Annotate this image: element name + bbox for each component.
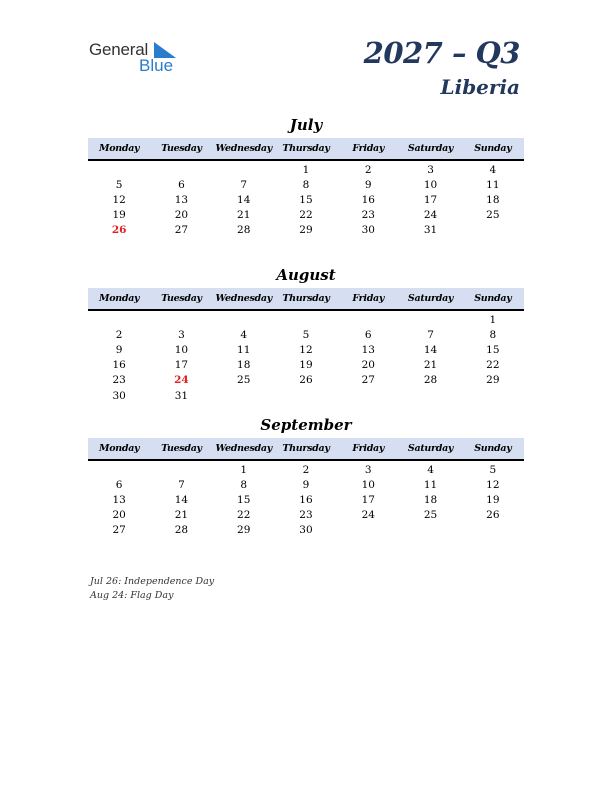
day-cell: 7: [427, 328, 434, 341]
day-cell: 14: [174, 493, 189, 506]
holiday-day-cell: 26: [111, 224, 127, 237]
day-cell: 8: [240, 478, 248, 491]
day-cell: 30: [361, 224, 375, 237]
holiday-note: Jul 26: Independence Day: [90, 576, 215, 587]
day-cell: 30: [112, 389, 126, 402]
week-row: [88, 192, 524, 207]
week-row: [88, 342, 524, 357]
logo: [89, 38, 189, 78]
day-cell: 22: [299, 209, 313, 222]
day-cell: 13: [174, 193, 189, 206]
weekday-label: Monday: [99, 293, 140, 304]
day-cell: 14: [237, 193, 251, 206]
day-cell: 12: [112, 193, 126, 206]
day-cell: 17: [174, 359, 189, 372]
weekday-label: Tuesday: [161, 443, 202, 454]
day-cell: 15: [237, 493, 251, 506]
weekday-label: Thursday: [282, 293, 330, 304]
weekday-label: Wednesday: [215, 443, 272, 454]
weekday-label: Saturday: [407, 443, 454, 454]
day-cell: 13: [112, 493, 126, 506]
day-cell: 6: [364, 328, 372, 341]
week-row: [88, 208, 524, 223]
day-cell: 23: [361, 209, 375, 222]
day-cell: 7: [178, 478, 185, 491]
day-cell: 8: [302, 178, 310, 191]
day-cell: 4: [427, 463, 434, 476]
week-row: [88, 373, 524, 388]
week-row: [88, 523, 524, 538]
day-cell: 16: [112, 359, 126, 372]
day-cell: 20: [174, 209, 189, 222]
weekday-label: Monday: [99, 443, 140, 454]
weekday-label: Saturday: [407, 293, 454, 304]
day-cell: 28: [423, 374, 438, 387]
day-cell: 29: [299, 224, 313, 237]
day-cell: 23: [299, 509, 313, 522]
day-cell: 19: [299, 359, 313, 372]
day-cell: 21: [174, 509, 189, 522]
weekday-header-row: [88, 288, 524, 311]
day-cell: 17: [361, 493, 375, 506]
weekday-label: Sunday: [474, 293, 512, 304]
weekday-label: Sunday: [474, 143, 512, 154]
day-cell: 18: [423, 493, 438, 506]
day-cell: 21: [423, 359, 438, 372]
weekday-header-row: [88, 138, 524, 161]
weekday-header-row: [88, 438, 524, 461]
weekday-label: Sunday: [474, 443, 512, 454]
country-name: Liberia: [440, 75, 520, 99]
day-cell: 15: [299, 193, 313, 206]
day-cell: 10: [361, 478, 375, 491]
week-row: [88, 358, 524, 373]
day-cell: 19: [486, 493, 500, 506]
month-name: July: [289, 116, 323, 134]
day-cell: 26: [299, 374, 313, 387]
day-cell: 24: [361, 509, 375, 522]
page-title: 2027 – Q3: [363, 36, 520, 70]
day-cell: 29: [486, 374, 500, 387]
day-cell: 14: [423, 343, 438, 356]
day-cell: 18: [486, 193, 500, 206]
month-august: [88, 266, 524, 403]
day-cell: 9: [302, 478, 310, 491]
holiday-day-cell: 24: [174, 374, 189, 387]
day-cell: 6: [178, 178, 185, 191]
holiday-note: Aug 24: Flag Day: [90, 590, 174, 601]
weekday-label: Friday: [352, 293, 385, 304]
day-cell: 1: [302, 163, 310, 176]
day-cell: 25: [237, 374, 251, 387]
day-cell: 22: [237, 509, 251, 522]
day-cell: 5: [115, 178, 123, 191]
week-row: [88, 162, 524, 177]
month-july: [88, 116, 524, 238]
day-cell: 7: [240, 178, 248, 191]
day-cell: 8: [489, 328, 497, 341]
day-cell: 2: [364, 163, 372, 176]
day-cell: 9: [364, 178, 372, 191]
weekday-label: Friday: [352, 443, 385, 454]
weekday-label: Tuesday: [161, 143, 202, 154]
day-cell: 20: [361, 359, 375, 372]
weekday-label: Tuesday: [161, 293, 202, 304]
week-row: [88, 312, 524, 327]
week-row: [88, 327, 524, 342]
day-cell: 4: [240, 328, 248, 341]
day-cell: 28: [237, 224, 251, 237]
day-cell: 16: [361, 193, 375, 206]
month-name: September: [260, 416, 352, 434]
week-row: [88, 177, 524, 192]
month-name: August: [276, 266, 336, 284]
holiday-notes: [90, 575, 214, 603]
day-cell: 4: [489, 163, 497, 176]
day-cell: 2: [115, 328, 123, 341]
day-cell: 12: [486, 478, 500, 491]
week-grid: [88, 161, 524, 238]
day-cell: 16: [299, 493, 313, 506]
day-cell: 9: [115, 343, 123, 356]
day-cell: 3: [427, 163, 434, 176]
day-cell: 1: [240, 463, 248, 476]
day-cell: 3: [178, 328, 185, 341]
week-row: [88, 462, 524, 477]
day-cell: 28: [174, 524, 189, 537]
day-cell: 27: [174, 224, 189, 237]
day-cell: 11: [237, 343, 251, 356]
day-cell: 21: [237, 209, 251, 222]
weekday-label: Monday: [99, 143, 140, 154]
day-cell: 18: [237, 359, 251, 372]
day-cell: 11: [486, 178, 500, 191]
weekday-label: Friday: [352, 143, 385, 154]
day-cell: 27: [112, 524, 126, 537]
weekday-label: Thursday: [282, 443, 330, 454]
day-cell: 27: [361, 374, 375, 387]
day-cell: 24: [423, 209, 438, 222]
logo-general-text: General: [89, 40, 149, 59]
day-cell: 2: [302, 463, 310, 476]
week-row: [88, 223, 524, 238]
week-row: [88, 388, 524, 403]
day-cell: 31: [174, 389, 189, 402]
day-cell: 30: [299, 524, 313, 537]
day-cell: 10: [423, 178, 438, 191]
day-cell: 25: [423, 509, 438, 522]
day-cell: 23: [112, 374, 126, 387]
month-september: [88, 416, 524, 538]
day-cell: 3: [364, 463, 372, 476]
day-cell: 26: [486, 509, 500, 522]
week-row: [88, 477, 524, 492]
logo-blue-text: Blue: [139, 56, 174, 75]
day-cell: 31: [423, 224, 438, 237]
weekday-label: Thursday: [282, 143, 330, 154]
day-cell: 25: [486, 209, 500, 222]
weekday-label: Wednesday: [215, 293, 272, 304]
week-grid: [88, 461, 524, 538]
day-cell: 5: [489, 463, 497, 476]
day-cell: 22: [486, 359, 500, 372]
day-cell: 17: [423, 193, 438, 206]
day-cell: 6: [115, 478, 123, 491]
day-cell: 15: [486, 343, 500, 356]
week-grid: [88, 311, 524, 403]
day-cell: 11: [423, 478, 438, 491]
day-cell: 13: [361, 343, 375, 356]
day-cell: 5: [302, 328, 310, 341]
week-row: [88, 508, 524, 523]
week-row: [88, 492, 524, 507]
day-cell: 20: [112, 509, 126, 522]
day-cell: 19: [112, 209, 126, 222]
weekday-label: Wednesday: [215, 143, 272, 154]
day-cell: 12: [299, 343, 313, 356]
day-cell: 1: [489, 313, 497, 326]
day-cell: 29: [237, 524, 251, 537]
day-cell: 10: [174, 343, 189, 356]
weekday-label: Saturday: [407, 143, 454, 154]
